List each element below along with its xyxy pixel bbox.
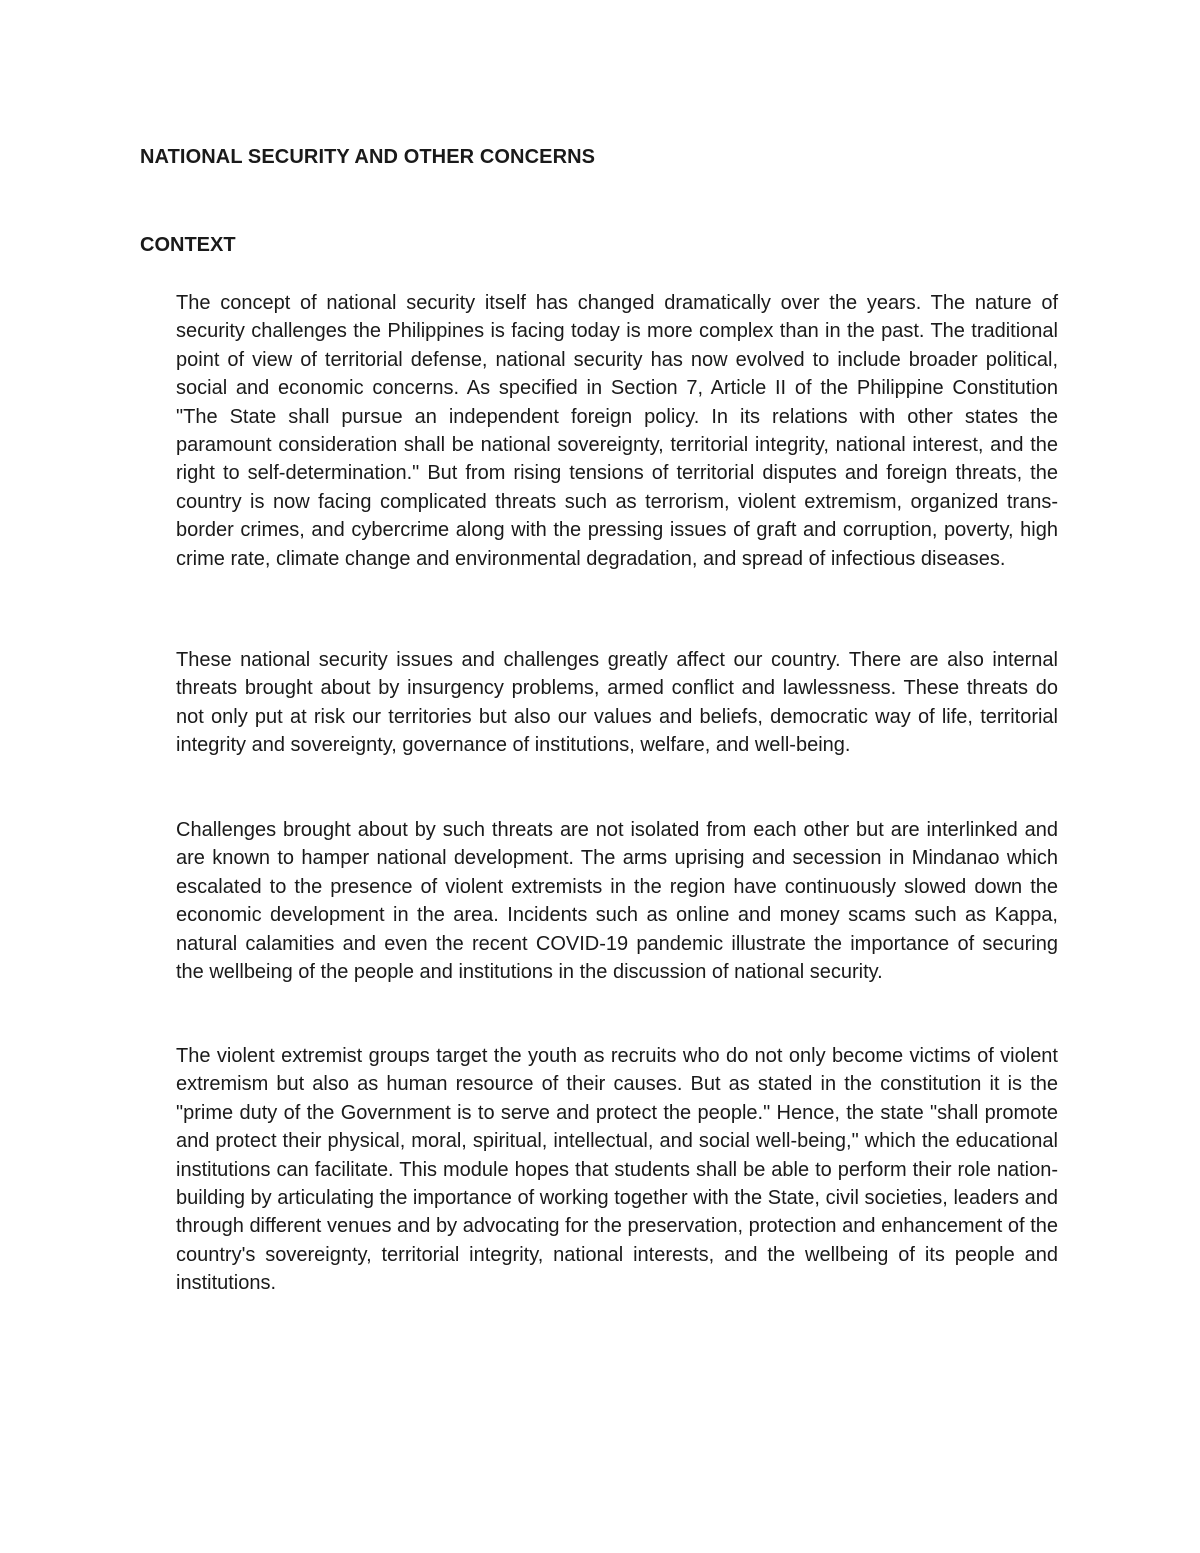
document-title: NATIONAL SECURITY AND OTHER CONCERNS: [140, 146, 596, 168]
paragraph-4: The violent extremist groups target the youth as recruits who do not only become victims of violent extremism but also as human resource of their causes. But as stated in the constitution it is the "prime duty of the Government is to serve and protect the people." Hence, the state "shall promote and protect their physical, moral, spiritual, intellectual, and social well-being," which the educational institutions can facilitate. This module hopes that students shall be able to perform their role nation-building by articulating the importance of working together with the State, civil societies, leaders and through different venues and by advocating for the preservation, protection and enhancement of the country's sovereignty, territorial integrity, national interests, and the wellbeing of its people and institutions.: [176, 1045, 1058, 1295]
paragraph-2: These national security issues and challenges greatly affect our country. There are also internal threats brought about by insurgency problems, armed conflict and lawlessness. These threats do not only put at risk our territories but also our values and beliefs, democratic way of life, territorial integrity and sovereignty, governance of institutions, welfare, and well-being.: [176, 649, 1058, 757]
section-heading-context: CONTEXT: [140, 234, 236, 256]
paragraph-1: The concept of national security itself has changed dramatically over the years. The nature of security challenges the Philippines is facing today is more complex than in the past. The traditional point of view of territorial defense, national security has now evolved to include broader political, social and economic concerns. As specified in Section 7, Article II of the Philippine Constitution "The State shall pursue an independent foreign policy. In its relations with other states the paramount consideration shall be national sovereignty, territorial integrity, national interest, and the right to self-determination." But from rising tensions of territorial disputes and foreign threats, the country is now facing complicated threats such as terrorism, violent extremism, organized trans-border crimes, and cybercrime along with the pressing issues of graft and corruption, poverty, high crime rate, climate change and environmental degradation, and spread of infectious diseases.: [176, 292, 1058, 570]
paragraph-3: Challenges brought about by such threats are not isolated from each other but are interlinked and are known to hamper national development. The arms uprising and secession in Mindanao which escalated to the presence of violent extremists in the region have continuously slowed down the economic development in the area. Incidents such as online and money scams such as Kappa, natural calamities and even the recent COVID-19 pandemic illustrate the importance of securing the wellbeing of the people and institutions in the discussion of national security.: [176, 819, 1058, 984]
